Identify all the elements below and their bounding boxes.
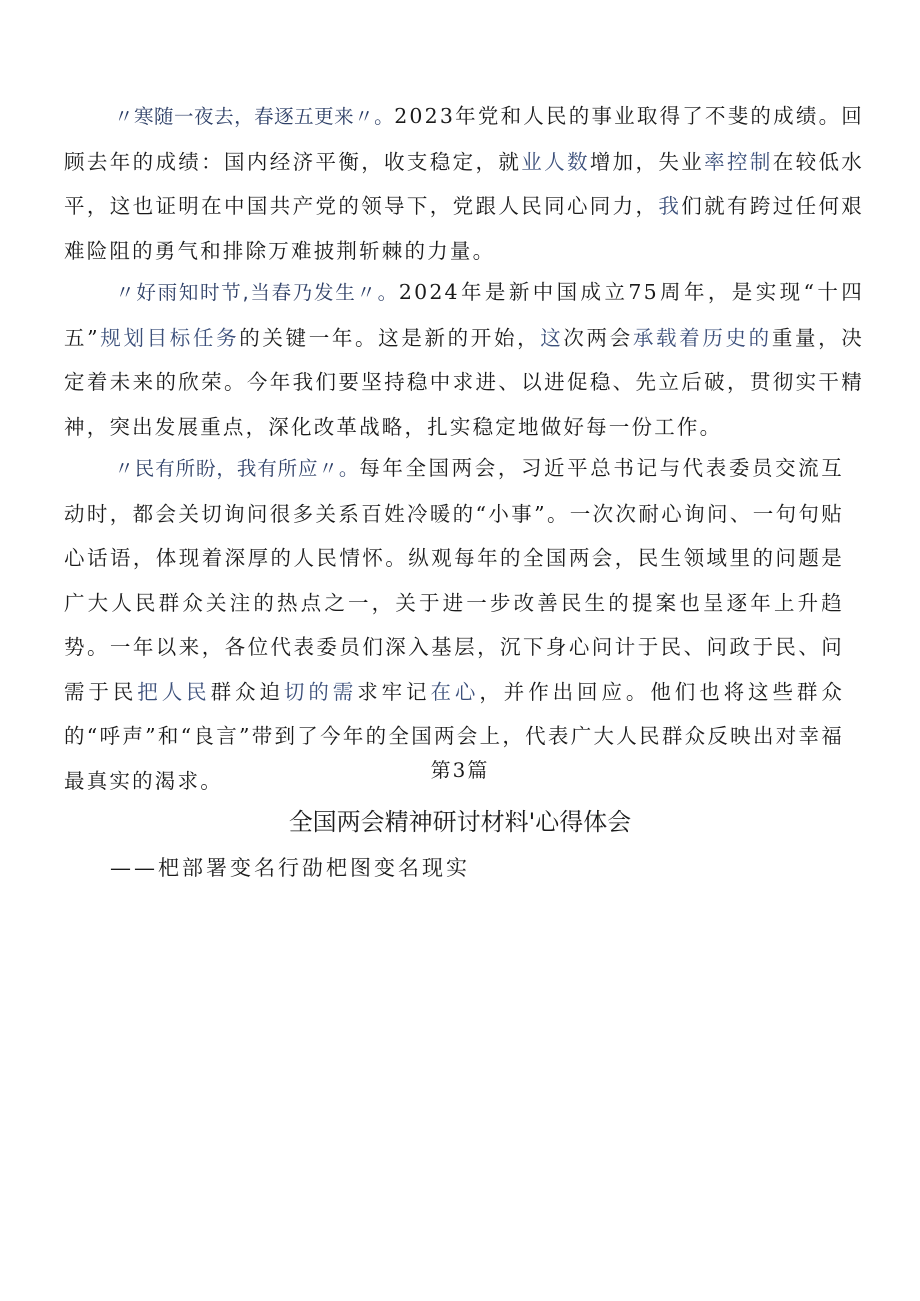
paragraph-1 bbox=[64, 94, 864, 273]
paragraph-lead-quote: 〃寒随一夜去，春逐五更来〃。 bbox=[114, 105, 395, 128]
highlighted-text-run: 这 bbox=[540, 325, 564, 350]
paragraph-lead-quote: 〃好雨知时节,当春乃发生〃。 bbox=[114, 281, 399, 304]
highlighted-text-run: 切的需 bbox=[283, 679, 358, 704]
document-title: 全国两会精神研讨材料'心得体会 bbox=[288, 808, 632, 836]
highlighted-text-run: 在心 bbox=[430, 679, 480, 704]
text-run: 2024年是新中国成立75周年，是实现“十四五” bbox=[64, 280, 864, 350]
text-run: 们就有跨过任何艰难险阻的勇气和排除万难披荆斩棘的力量。 bbox=[64, 194, 865, 263]
chapter-label: 第3篇 bbox=[430, 758, 490, 782]
text-run: 的关键一年。这是新的开始， bbox=[239, 325, 541, 350]
text-run: 次两会 bbox=[563, 325, 633, 350]
text-run: 增加，失业 bbox=[589, 149, 705, 174]
text-run: 在较低水平，这也证明在中国共产党的领导下，党跟人民同心同力， bbox=[64, 149, 865, 218]
highlighted-text-run: 规划目标任务 bbox=[99, 325, 240, 350]
text-run: 2023年党和人民的事业取得了不斐的成绩。回顾去年的成绩：国内经济平衡，收支稳定，就 bbox=[64, 104, 864, 174]
text-run: 群众迫 bbox=[210, 679, 284, 704]
paragraph-body bbox=[64, 456, 844, 793]
paragraph-lead-quote: 〃民有所盼，我有所应〃。 bbox=[114, 457, 360, 480]
highlighted-text-run: 把人民 bbox=[137, 679, 211, 704]
text-run: 求牢记 bbox=[357, 679, 431, 704]
highlighted-text-run: 业人数 bbox=[521, 149, 590, 174]
text-run: 每年全国两会，习近平总书记与代表委员交流互动时，都会关切询问很多关系百姓冷暖的“小事”。一次次耐心询问、一句句贴心话语，体现着深厚的人民情怀。纵观每年的全国两会，民生领域里的问题是广大人民群众关注的热点之一，关于进一步改善民生的提案也呈逐年上升趋势。一年以来，各位代表委员们深入基层，沉下身心问计于民、问政于民、问需于民 bbox=[64, 456, 844, 704]
document-subtitle: ——杷部署变名行劭杷图变名现实 bbox=[110, 856, 470, 880]
paragraph-2 bbox=[64, 270, 864, 449]
highlighted-text-run: 我 bbox=[658, 194, 682, 218]
highlighted-text-run: 承载着历史的 bbox=[632, 325, 772, 350]
highlighted-text-run: 率控制 bbox=[704, 149, 773, 174]
text-run: ，并作出回应。他们也将这些群众的“呼声”和“良言”带到了今年的全国两会上，代表广大人民群众反映出对幸福最真实的渴求。 bbox=[64, 679, 845, 793]
text-run: 重量，决定着未来的欣荣。今年我们要坚持稳中求进、以进促稳、先立后破，贯彻实干精神，突出发展重点，深化改革战略，扎实稳定地做好每一份工作。 bbox=[64, 325, 864, 439]
